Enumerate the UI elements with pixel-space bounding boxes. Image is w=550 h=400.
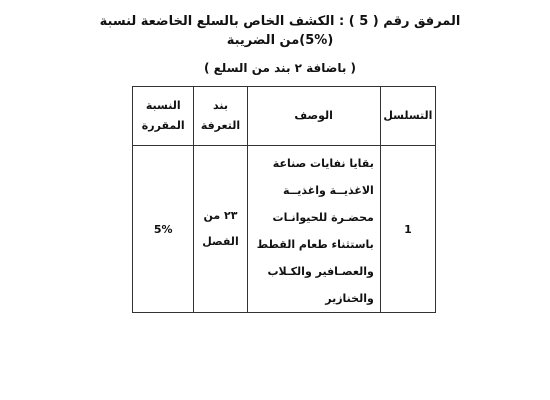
description-line: الاغذيــة واغذيــة [283,184,374,197]
title-line-2: (5%)من الضريبة [226,33,334,48]
description-line: باستثناء طعام القطط [256,238,374,251]
document-title [20,12,540,50]
description-line: بقايا نفايات صناعة [272,157,374,170]
goods-table [132,86,436,313]
cell-serial: 1 [380,146,435,313]
description-line: محضـرة للحيوانـات [272,211,374,224]
table-row [133,146,436,313]
tariff-line-text: الفصل [202,235,239,248]
cell-description [247,146,380,313]
description-line: والخنازير [325,292,374,305]
header-rate-line-2: المقررة [141,119,185,132]
header-rate-line-1: النسبة [145,99,181,112]
cell-tariff-line [194,146,247,313]
header-serial: التسلسل [380,87,435,146]
document-subtitle: ( باضافة ٢ بند من السلع ) [203,61,357,75]
header-tariff-line: بند التعرفة [194,87,247,146]
tariff-line-text: ٢٣ من [203,209,238,222]
description-line: والعصـافير والكـلاب [267,265,374,278]
header-description: الوصف [247,87,380,146]
header-rate [133,87,194,146]
cell-rate: 5% [133,146,194,313]
title-line-1: المرفق رقم ( 5 ) : الكشف الخاص بالسلع الخاضعة لنسبة [99,14,461,29]
table-header-row [133,87,436,146]
